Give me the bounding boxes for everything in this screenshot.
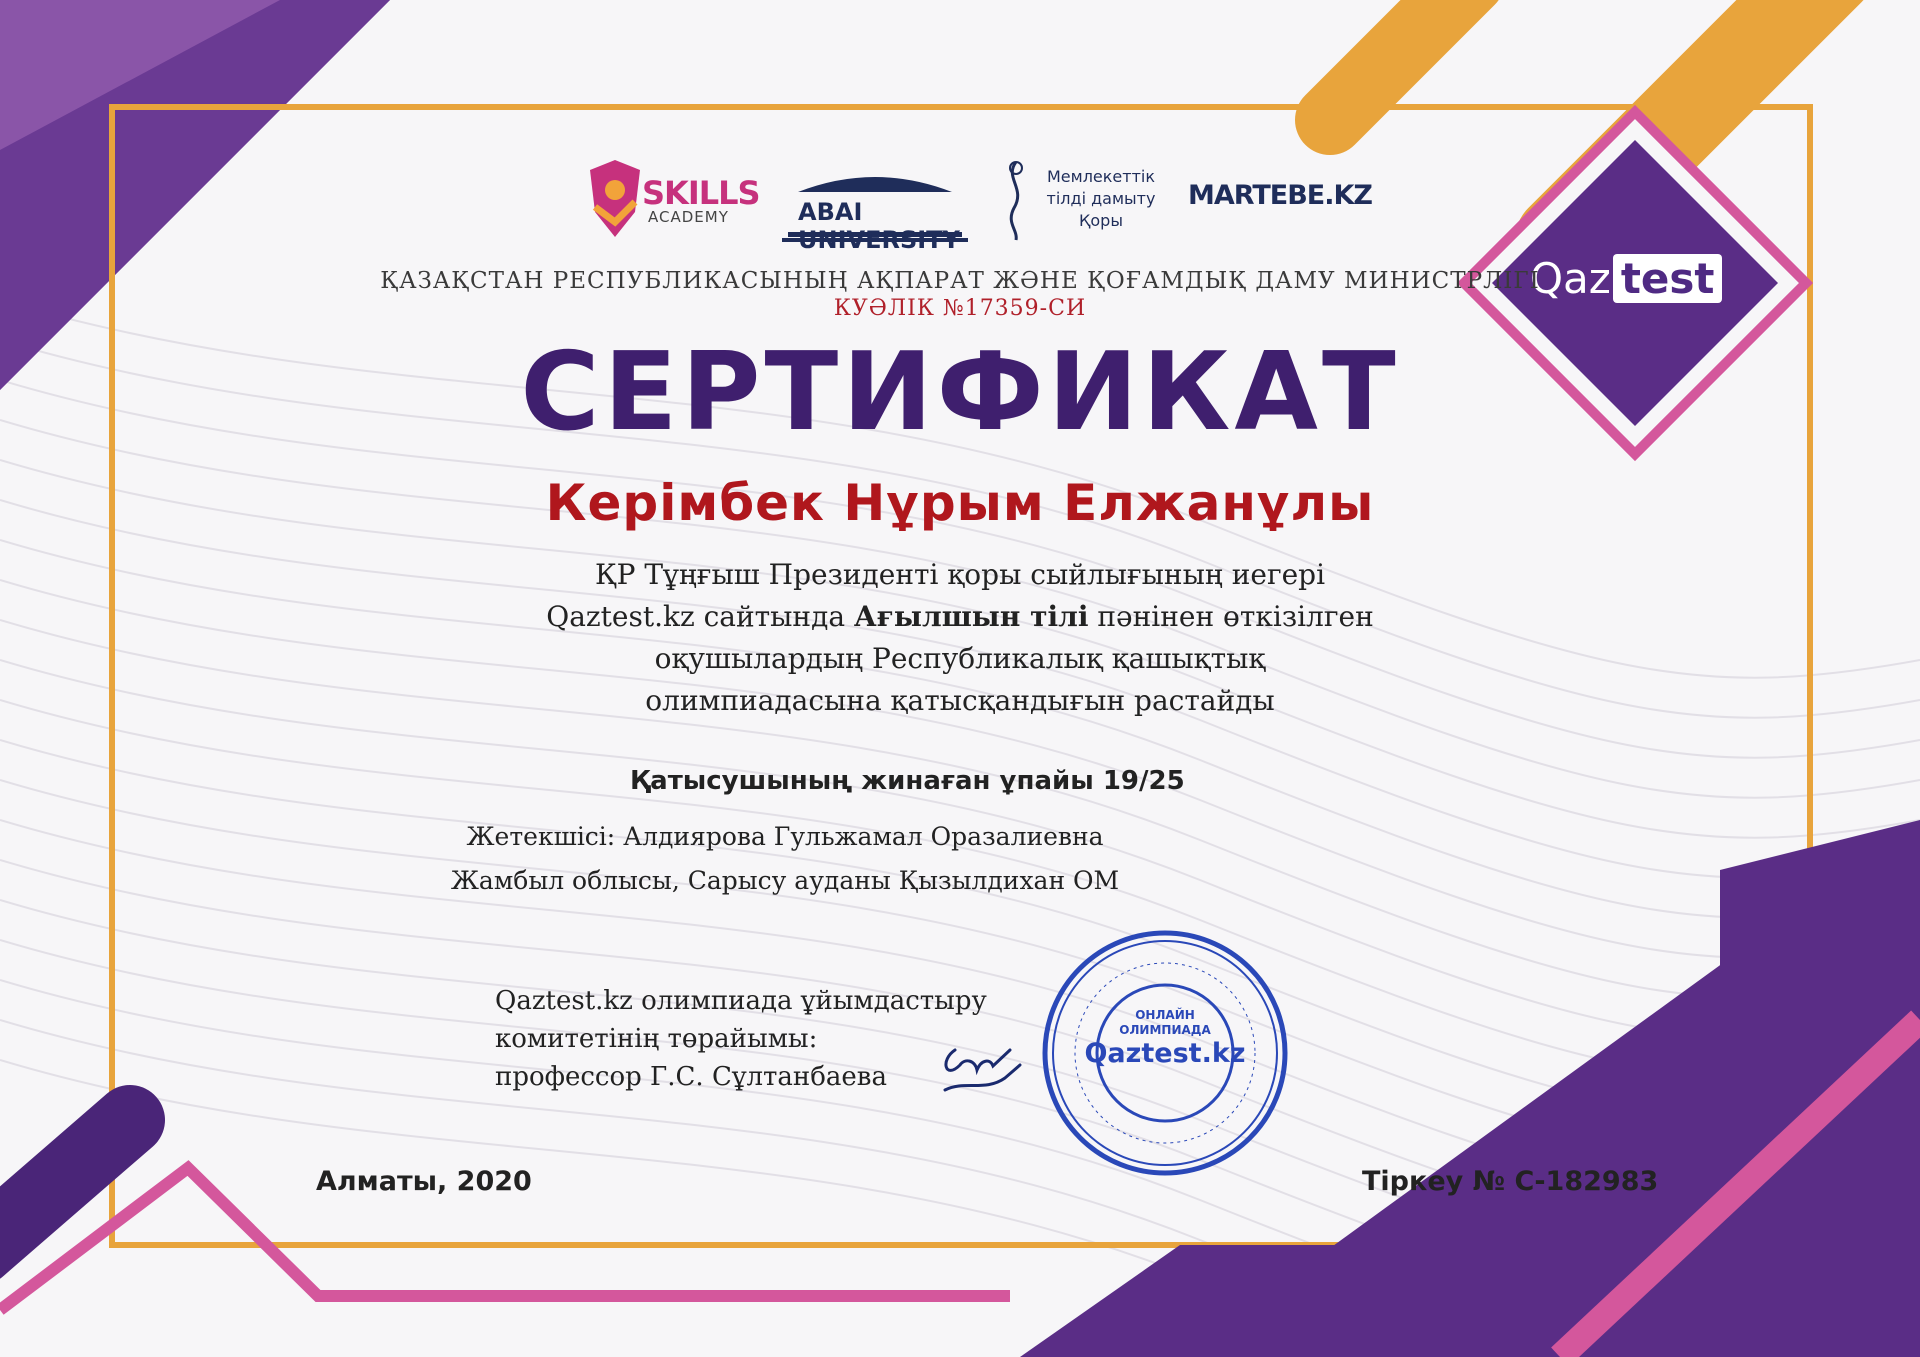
- score-value: 19/25: [1102, 766, 1185, 796]
- quill-emblem-icon: [996, 158, 1036, 242]
- certificate-body: [400, 554, 1520, 722]
- subject-name: Ағылшын тілі: [853, 600, 1089, 633]
- leader-line: Жетекшісі: Алдиярова Гульжамал Оразалиевна: [466, 822, 1104, 851]
- chair-line-1: Qaztest.kz олимпиада ұйымдастыру: [495, 986, 987, 1016]
- memleket-til-logo: [996, 158, 1156, 242]
- score-line: [630, 766, 1185, 796]
- qaztest-logo-test: test: [1613, 254, 1723, 303]
- stamp-brand: Qaztest.kz: [1084, 1038, 1246, 1069]
- score-label: Қатысушының жинаған ұпайы: [630, 766, 1094, 796]
- academy-logo-text: ACADEMY: [648, 208, 729, 226]
- recipient-name: Керімбек Нұрым Елжанұлы: [545, 474, 1375, 532]
- abai-logo-text: ABAI UNIVERSITY: [798, 198, 960, 254]
- registration-number: Тіркеу № С-182983: [1362, 1166, 1659, 1197]
- ministry-heading: ҚАЗАҚСТАН РЕСПУБЛИКАСЫНЫҢ АҚПАРАТ ЖӘНЕ ҚОҒАМДЫҚ ДАМУ МИНИСТРЛІГІ: [380, 268, 1540, 294]
- stamp-center-text: [1040, 1008, 1290, 1069]
- stamp-olympiad: ОЛИМПИАДА: [1119, 1023, 1211, 1037]
- skills-academy-logo: [580, 152, 760, 242]
- body-line-3: оқушылардың Республикалық қашықтық: [654, 642, 1266, 675]
- body-line-2-start: Qaztest.kz сайтында: [546, 600, 846, 633]
- memleket-logo-text: Мемлекеттік тілді дамыту Қоры: [1046, 167, 1156, 230]
- signature-icon: [935, 1030, 1035, 1100]
- license-number: КУӘЛІК №17359-СИ: [833, 296, 1087, 321]
- body-line-1: ҚР Тұңғыш Президенті қоры сыйлығының иегері: [594, 558, 1326, 591]
- city-year: Алматы, 2020: [316, 1166, 532, 1197]
- qaztest-logo-qaz: Qaz: [1530, 254, 1611, 303]
- martebe-logo: MARTEBE.KZ: [1188, 180, 1372, 211]
- stamp-online: ОНЛАЙН: [1135, 1008, 1195, 1022]
- abai-university-logo: [778, 162, 972, 254]
- committee-chair: [495, 982, 987, 1096]
- official-stamp: [1040, 928, 1290, 1178]
- certificate-title: СЕРТИФИКАТ: [520, 330, 1400, 455]
- body-line-4: олимпиадасына қатысқандығын растайды: [645, 684, 1275, 717]
- chair-line-2: комитетінің төрайымы:: [495, 1024, 818, 1054]
- skills-logo-text: SKILLS: [642, 174, 760, 212]
- body-line-2-end: пәнінен өткізілген: [1097, 600, 1374, 633]
- skills-academy-emblem-icon: [580, 152, 650, 242]
- school-line: Жамбыл облысы, Сарысу ауданы Қызылдихан ОМ: [450, 866, 1120, 895]
- body-line-2: [400, 596, 1520, 638]
- chair-line-3: профессор Г.С. Сұлтанбаева: [495, 1062, 887, 1092]
